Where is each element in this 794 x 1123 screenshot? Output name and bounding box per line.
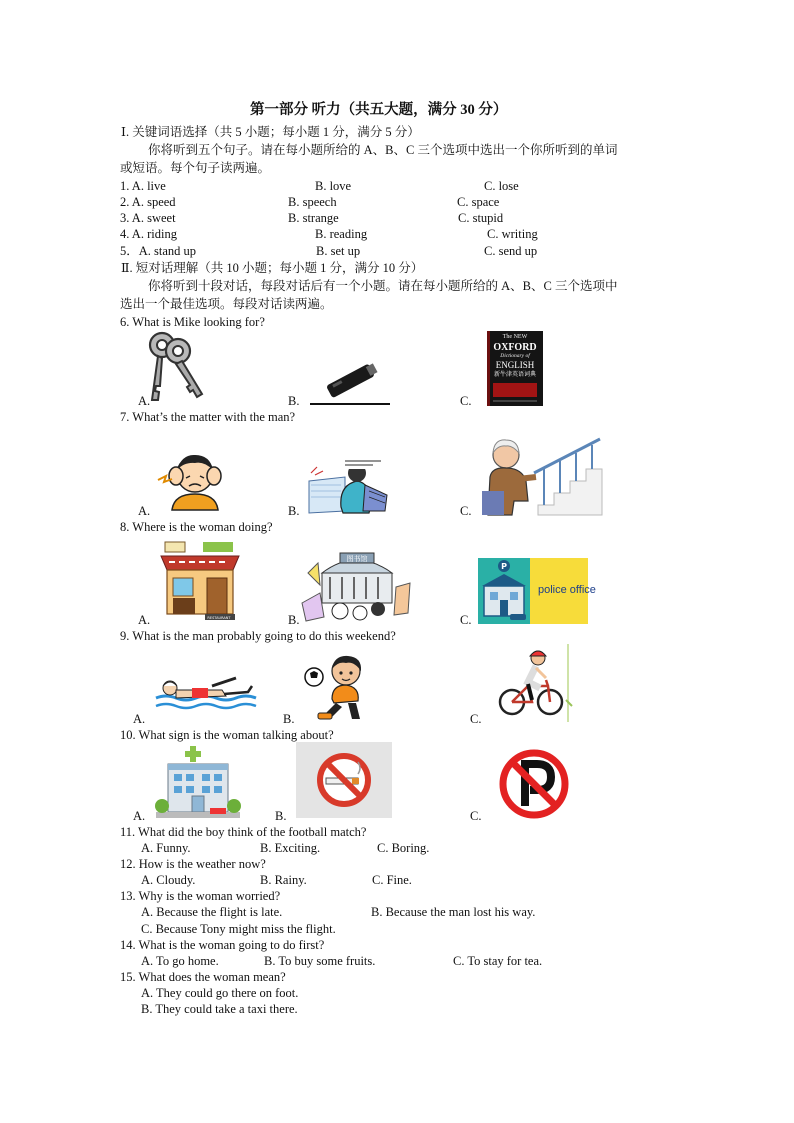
tired-worker-icon bbox=[305, 455, 391, 513]
q11-question: 11. What did the boy think of the football match? bbox=[120, 825, 367, 839]
q12-question: 12. How is the weather now? bbox=[120, 857, 266, 871]
football-icon bbox=[304, 655, 366, 723]
q1-option-c[interactable]: C. lose bbox=[484, 179, 519, 193]
q3-option-c[interactable]: C. stupid bbox=[458, 211, 504, 225]
q4-option-a[interactable]: 4. A. riding bbox=[120, 227, 177, 241]
restaurant-sign: RESTAURANT bbox=[207, 616, 231, 620]
svg-text:P: P bbox=[501, 562, 507, 571]
dictionary-text: ENGLISH bbox=[495, 360, 535, 370]
section-2-heading: Ⅱ. 短对话理解（共 10 小题；每小题 1 分，满分 10 分） bbox=[121, 261, 424, 275]
dictionary-text: Dictionary of bbox=[500, 353, 530, 359]
q14-option-b[interactable]: B. To buy some fruits. bbox=[264, 954, 376, 968]
section-1-heading: Ⅰ. 关键词语选择（共 5 小题；每小题 1 分，满分 5 分） bbox=[121, 125, 420, 139]
q15-option-b[interactable]: B. They could take a taxi there. bbox=[141, 1002, 298, 1016]
q13-option-a[interactable]: A. Because the flight is late. bbox=[141, 905, 283, 919]
hospital-icon bbox=[154, 744, 242, 820]
q15-option-a[interactable]: A. They could go there on foot. bbox=[141, 986, 299, 1000]
no-smoking-icon bbox=[296, 742, 392, 818]
q14-option-c[interactable]: C. To stay for tea. bbox=[453, 954, 543, 968]
q2-option-b[interactable]: B. speech bbox=[288, 195, 337, 209]
q9-option-b[interactable]: B. bbox=[283, 712, 295, 726]
dictionary-icon bbox=[487, 331, 543, 406]
q2-option-a[interactable]: 2. A. speed bbox=[120, 195, 176, 209]
q9-option-a[interactable]: A. bbox=[133, 712, 146, 726]
q7-option-b[interactable]: B. bbox=[288, 504, 300, 518]
section-1-instruction: 你将听到五个句子。请在每小题所给的 A、B、C 三个选项中选出一个你所听到的单词 bbox=[148, 143, 618, 157]
dictionary-text: OXFORD bbox=[493, 342, 537, 353]
q5-option-a[interactable]: 5．A. stand up bbox=[120, 244, 197, 258]
q10-option-b[interactable]: B. bbox=[275, 809, 287, 823]
dictionary-text: 新牛津英语词典 bbox=[493, 371, 536, 378]
q15-question: 15. What does the woman mean? bbox=[120, 970, 286, 984]
q11-option-c[interactable]: C. Boring. bbox=[377, 841, 430, 855]
section-2-instruction-cont: 选出一个最佳选项。每段对话读两遍。 bbox=[120, 297, 333, 311]
q14-option-a[interactable]: A. To go home. bbox=[141, 954, 219, 968]
q13-option-b[interactable]: B. Because the man lost his way. bbox=[371, 905, 536, 919]
q9-question: 9. What is the man probably going to do this weekend? bbox=[120, 629, 396, 643]
q7-question: 7. What’s the matter with the man? bbox=[120, 410, 296, 424]
q6-option-c[interactable]: C. bbox=[460, 394, 472, 408]
q13-question: 13. Why is the woman worried? bbox=[120, 889, 281, 903]
q6-option-b[interactable]: B. bbox=[288, 394, 300, 408]
q7-option-a[interactable]: A. bbox=[138, 504, 151, 518]
headache-icon bbox=[156, 450, 234, 510]
q10-option-a[interactable]: A. bbox=[133, 809, 146, 823]
police-office-icon bbox=[478, 558, 596, 624]
restaurant-icon bbox=[155, 534, 245, 624]
q12-option-c[interactable]: C. Fine. bbox=[372, 873, 412, 887]
q10-question: 10. What sign is the woman talking about? bbox=[120, 728, 334, 742]
q8-option-b[interactable]: B. bbox=[288, 613, 300, 627]
old-man-stairs-icon bbox=[478, 435, 602, 515]
police-sign: police office bbox=[538, 584, 596, 596]
keys-icon bbox=[144, 328, 206, 404]
q7-option-c[interactable]: C. bbox=[460, 504, 472, 518]
q11-option-b[interactable]: B. Exciting. bbox=[260, 841, 321, 855]
q4-option-c[interactable]: C. writing bbox=[487, 227, 538, 241]
library-sign: 图书馆 bbox=[346, 555, 368, 563]
q1-option-a[interactable]: 1. A. live bbox=[120, 179, 166, 193]
q4-option-b[interactable]: B. reading bbox=[315, 227, 368, 241]
q5-option-b[interactable]: B. set up bbox=[316, 244, 361, 258]
q3-option-a[interactable]: 3. A. sweet bbox=[120, 211, 176, 225]
dictionary-text: The NEW bbox=[502, 334, 528, 340]
q6-question: 6. What is Mike looking for? bbox=[120, 315, 265, 329]
q6-option-a[interactable]: A. bbox=[138, 394, 151, 408]
section-2-instruction: 你将听到十段对话，每段对话后有一个小题。请在每小题所给的 A、B、C 三个选项中 bbox=[148, 279, 618, 293]
q14-question: 14. What is the woman going to do first? bbox=[120, 938, 325, 952]
q8-option-c[interactable]: C. bbox=[460, 613, 472, 627]
q12-option-a[interactable]: A. Cloudy. bbox=[141, 873, 196, 887]
no-parking-icon bbox=[497, 748, 571, 820]
q9-option-c[interactable]: C. bbox=[470, 712, 482, 726]
q13-option-c[interactable]: C. Because Tony might miss the flight. bbox=[141, 922, 336, 936]
q2-option-c[interactable]: C. space bbox=[457, 195, 500, 209]
q10-option-c[interactable]: C. bbox=[470, 809, 482, 823]
usb-drive-icon bbox=[310, 354, 390, 406]
q5-option-c[interactable]: C. send up bbox=[484, 244, 538, 258]
q8-question: 8. Where is the woman doing? bbox=[120, 520, 273, 534]
q3-option-b[interactable]: B. strange bbox=[288, 211, 339, 225]
q1-option-b[interactable]: B. love bbox=[315, 179, 352, 193]
q8-option-a[interactable]: A. bbox=[138, 613, 151, 627]
cycling-icon bbox=[496, 640, 574, 724]
q11-option-a[interactable]: A. Funny. bbox=[141, 841, 191, 855]
q12-option-b[interactable]: B. Rainy. bbox=[260, 873, 307, 887]
library-icon bbox=[300, 543, 412, 623]
swimming-icon bbox=[152, 672, 256, 712]
section-1-instruction-cont: 或短语。每个句子读两遍。 bbox=[120, 161, 271, 175]
page-title: 第一部分 听力（共五大题，满分 30 分） bbox=[250, 102, 508, 118]
